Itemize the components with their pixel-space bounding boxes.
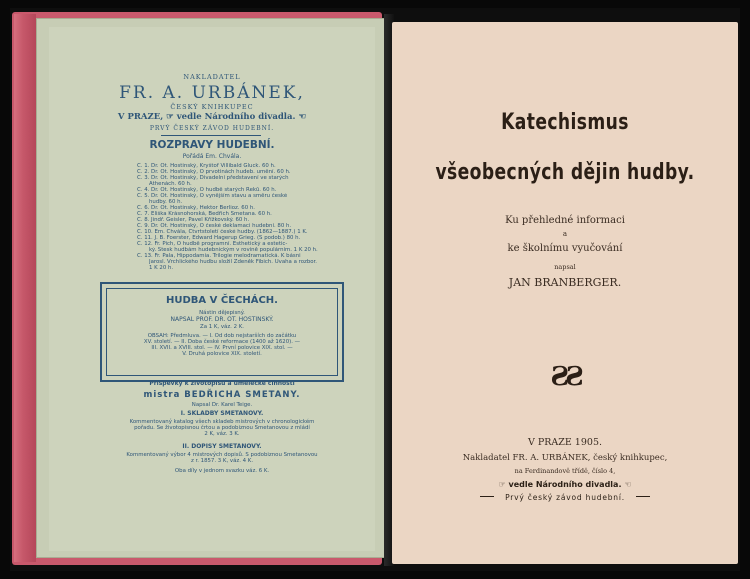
box-line: OBSAH: Předmluva. — I. Od dob nejstarších do začátku: [147, 333, 297, 339]
toc-line: Jarosl. Vrchlického hudbu složil Zdeněk Fibich. Úvaha a rozbor.: [149, 259, 317, 265]
hand-pointer-icon: ☜: [298, 112, 307, 122]
dash-right: [636, 496, 650, 497]
imprint-location-line: [392, 480, 738, 489]
box-line: V. Druhá polovice XIX. století.: [182, 351, 262, 357]
toc-line: 1 K 20 h.: [149, 265, 174, 271]
imprint-street: na Ferdinandově třídě, číslo 4,: [514, 467, 616, 475]
box-line: III. XVII. a XVIII. stol. — IV. První polovice XIX. stol. —: [151, 345, 293, 351]
box-line: XV. století. — II. Doba české reformace (1400 až 1620). —: [143, 339, 301, 345]
divider: [161, 135, 261, 136]
imprint-publisher: Nakladatel FR. A. URBÁNEK, český knihkupec,: [462, 453, 668, 463]
part1-line: 2 K, váz. 3 K.: [204, 431, 240, 437]
toc-line: Athenách. 60 h.: [149, 181, 192, 187]
box-sub: Nástin dějepisný.: [199, 310, 245, 316]
title-line-2: všeobecných dějin hudby.: [435, 160, 695, 185]
toc-line: Č. 10. Em. Chvála, Čtvrtstoletí české hudby. (1862—1887.) 1 K.: [137, 229, 308, 235]
location-line: [49, 112, 375, 122]
part2-line: Kommentovaný výbor 4 mistrových dopisů. S podobiznou Smetanovou: [126, 452, 318, 458]
toc-line: Č. 7. Eliška Krásnohorská, Bedřich Smetana. 60 h.: [137, 211, 272, 217]
toc-line: Č. 6. Dr. Ot. Hostinský, Hektor Berlioz. 60 h.: [137, 205, 255, 211]
publisher-name: FR. A. URBÁNEK,: [119, 83, 305, 103]
subtitle-1: Ku přehledné informaci: [505, 215, 625, 226]
cover-edge: [14, 14, 36, 562]
publisher-label: NAKLADATEL: [183, 73, 241, 81]
toc-line: Č. 3. Dr. Ot. Hostinský, Divadelní představení ve starých: [137, 175, 289, 181]
imprint-place: V PRAZE 1905.: [527, 437, 603, 448]
toc-line: Č. 2. Dr. Ot. Hostinský, O prvotinách hudeb. umění. 60 h.: [137, 169, 291, 175]
toc-line: Č. 1. Dr. Ot. Hostinský, Kryštof Villibald Gluck. 60 h.: [137, 163, 276, 169]
part2-line: z r. 1857. 3 K, váz. 4 K.: [190, 458, 254, 464]
ornament-icon: ƧƧ: [550, 362, 580, 392]
toc-line: hudby. 60 h.: [149, 199, 183, 205]
toc-line: ký. Stesk hudbám hudebnickým v rovině populárním. 1 K 20 h.: [149, 247, 318, 253]
title-line-1: Katechismus: [501, 110, 629, 135]
hand-pointer-icon: ☞: [498, 480, 506, 489]
box-price: Za 1 K, váz. 2 K.: [200, 324, 244, 330]
imprint-house: Prvý český závod hudební.: [505, 493, 625, 502]
hand-pointer-icon: ☜: [624, 480, 632, 489]
part1-line: Kommentovaný katalog všech skladeb mistrových v chronologickém: [129, 419, 315, 425]
toc-line: Č. 12. Fr. Pich, O hudbě programní. Esthetický a estetic-: [137, 241, 288, 247]
contrib-title: Příspěvky k životopisu a umělecké činnosti: [149, 380, 295, 387]
part1-line: pořadu. Se životopisnou črtou a podobiznou Smetanovou z mládí: [134, 425, 310, 431]
imprint-location: vedle Národního divadla.: [508, 480, 622, 489]
location-city: V PRAZE,: [117, 112, 164, 122]
toc-line: Č. 9. Dr. Ot. Hostinský, O české deklamaci hudební. 80 h.: [137, 223, 292, 229]
contrib-author: Napsal Dr. Karel Teige.: [191, 402, 253, 408]
dash-left: [480, 496, 494, 497]
author-name: JAN BRANBERGER.: [508, 276, 622, 289]
subtitle-2: ke školnímu vyučování: [507, 243, 623, 254]
right-page: [392, 22, 738, 564]
box-author: NAPSAL PROF. DR. OT. HOSTINSKÝ.: [170, 316, 274, 323]
contrib-name: mistra BEDŘICHA SMETANY.: [143, 390, 301, 400]
subtitle-amp: a: [562, 230, 568, 238]
part2-title: II. DOPISY SMETANOVY.: [182, 443, 262, 450]
toc-line: Č. 4. Dr. Ot. Hostinský, O hudbě starých Řeků. 60 h.: [137, 187, 277, 193]
hand-pointer-icon: ☞: [166, 112, 174, 122]
first-house: PRVÝ ČESKÝ ZÁVOD HUDEBNÍ.: [149, 125, 275, 132]
by-label: napsal: [554, 263, 576, 271]
series-title: ROZPRAVY HUDEBNÍ.: [149, 139, 275, 151]
series-editor: Pořádá Em. Chvála.: [182, 153, 242, 160]
toc-line: Č. 11. J. B. Foerster, Edward Hagerup Grieg. (S podob.) 80 h.: [137, 235, 301, 241]
closing-line: Oba díly v jednom svazku váz. 6 K.: [174, 468, 270, 474]
box-title: HUDBA V ČECHÁCH.: [166, 295, 278, 306]
location-place: vedle Národního divadla.: [176, 112, 296, 122]
toc-line: Č. 13. Fr. Pala, Hippodamia. Trilogie melodramatická. K básni: [137, 253, 301, 259]
toc-line: Č. 5. Dr. Ot. Hostinský, O vynějším stavu a směru české: [137, 193, 288, 199]
toc-line: Č. 8. Jindř. Geisler, Pavel Křížkovský. 60 h.: [137, 217, 250, 223]
part1-title: I. SKLADBY SMETANOVY.: [180, 410, 264, 417]
publisher-role: ČESKÝ KNIHKUPEC: [170, 103, 254, 111]
